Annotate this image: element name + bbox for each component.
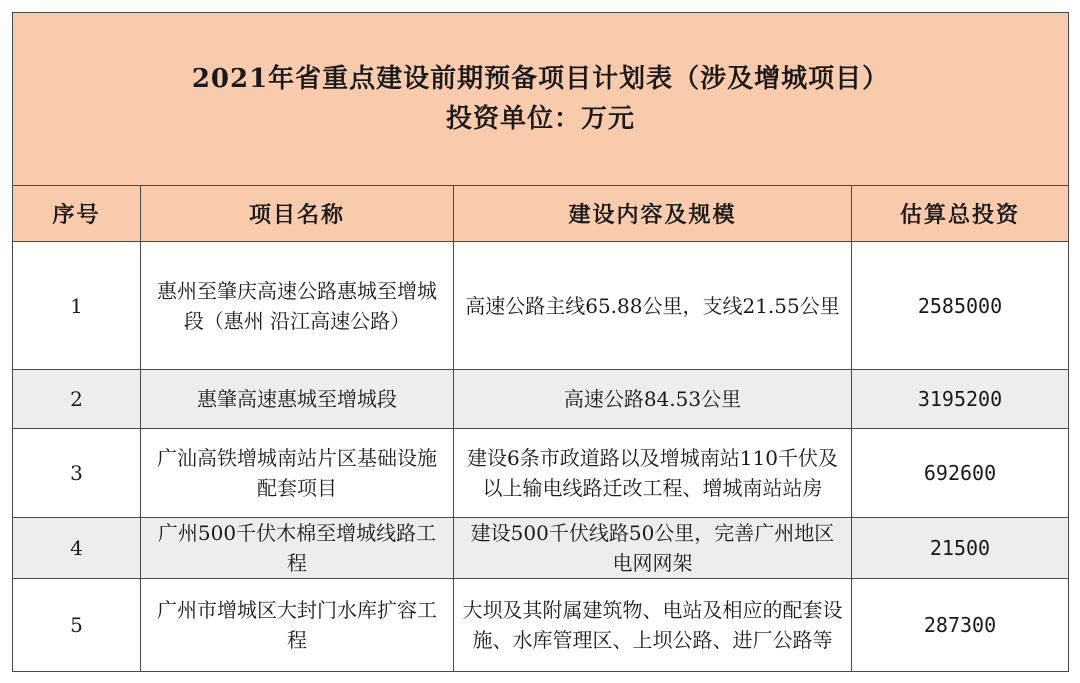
- project-investment: 2585000: [852, 242, 1069, 370]
- project-name: 惠肇高速惠城至增城段: [141, 370, 454, 429]
- row-number: 2: [13, 370, 141, 429]
- project-scope: 高速公路主线65.88公里，支线21.55公里: [454, 242, 852, 370]
- row-number: 5: [13, 579, 141, 672]
- table-row: [13, 370, 1069, 429]
- column-header-investment: 估算总投资: [852, 186, 1069, 242]
- project-table: [12, 12, 1069, 672]
- project-name: 广汕高铁增城南站片区基础设施配套项目: [141, 429, 454, 518]
- table-title-line2: 投资单位：万元: [445, 104, 635, 134]
- project-name: 惠州至肇庆高速公路惠城至增城段（惠州 沿江高速公路）: [141, 242, 454, 370]
- table-row: [13, 242, 1069, 370]
- table-row: [13, 579, 1069, 672]
- project-scope: 高速公路84.53公里: [454, 370, 852, 429]
- table-row: [13, 429, 1069, 518]
- project-scope: 建设500千伏线路50公里，完善广州地区电网网架: [454, 518, 852, 579]
- row-number: 1: [13, 242, 141, 370]
- project-name: 广州市增城区大封门水库扩容工程: [141, 579, 454, 672]
- table-title: [13, 13, 1069, 186]
- project-scope: 大坝及其附属建筑物、电站及相应的配套设施、水库管理区、上坝公路、进厂公路等: [454, 579, 852, 672]
- table-title-line1: 2021年省重点建设前期预备项目计划表（涉及增城项目）: [191, 64, 890, 94]
- header-row: [13, 186, 1069, 242]
- project-investment: 692600: [852, 429, 1069, 518]
- project-investment: 21500: [852, 518, 1069, 579]
- project-investment: 3195200: [852, 370, 1069, 429]
- column-header-no: 序号: [13, 186, 141, 242]
- column-header-scope: 建设内容及规模: [454, 186, 852, 242]
- row-number: 3: [13, 429, 141, 518]
- project-name: 广州500千伏木棉至增城线路工程: [141, 518, 454, 579]
- project-investment: 287300: [852, 579, 1069, 672]
- row-number: 4: [13, 518, 141, 579]
- project-scope: 建设6条市政道路以及增城南站110千伏及以上输电线路迁改工程、增城南站站房: [454, 429, 852, 518]
- table-row: [13, 518, 1069, 579]
- column-header-name: 项目名称: [141, 186, 454, 242]
- title-row: [13, 13, 1069, 186]
